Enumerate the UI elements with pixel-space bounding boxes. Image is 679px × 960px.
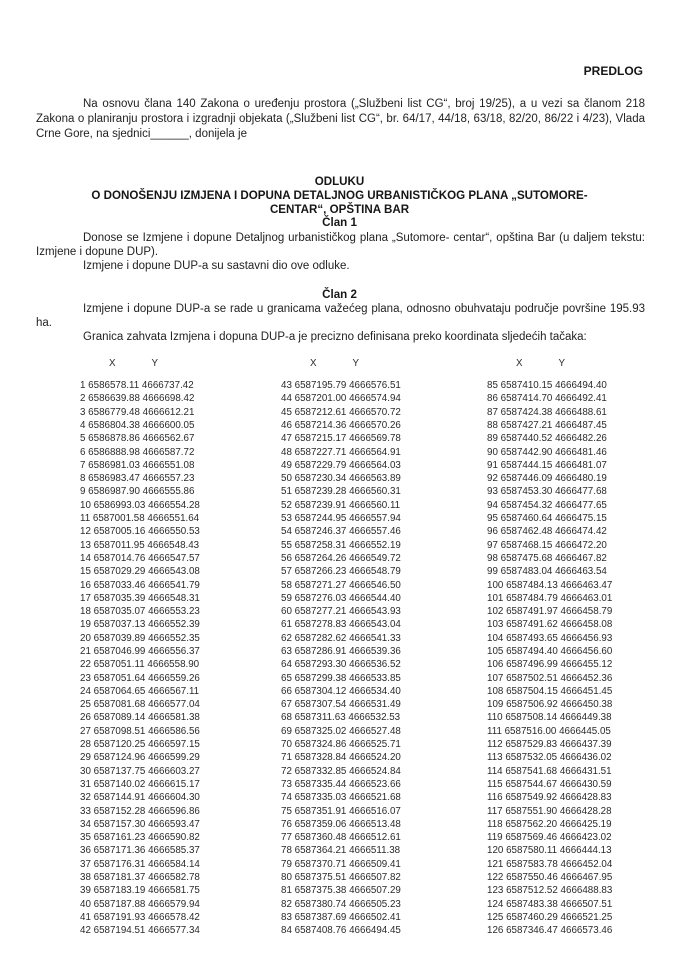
coord-row: 40 6587187.88 4666579.94 bbox=[80, 898, 200, 910]
coord-row: 60 6587277.21 4666543.93 bbox=[281, 606, 401, 618]
coord-row: 117 6587551.90 4666428.28 bbox=[487, 805, 612, 817]
coord-row: 2 6586639.88 4666698.42 bbox=[80, 393, 195, 405]
decree-subtitle-line2: CENTAR“, OPŠTINA BAR bbox=[269, 202, 410, 216]
coord-row: 47 6587215.17 4666569.78 bbox=[281, 433, 401, 445]
coord-row: 35 6587161.23 4666590.82 bbox=[80, 832, 200, 844]
coord-row: 30 6587137.75 4666603.27 bbox=[80, 765, 200, 777]
coord-row: 120 6587580.11 4666444.13 bbox=[487, 845, 612, 857]
coord-row: 71 6587328.84 4666524.20 bbox=[281, 752, 401, 764]
coord-row: 63 6587286.91 4666539.36 bbox=[281, 646, 401, 657]
coord-row: 33 6587152.28 4666596.86 bbox=[80, 805, 200, 817]
coord-row: 76 6587359.06 4666513.48 bbox=[281, 818, 401, 830]
coord-row: 57 6587266.23 4666548.79 bbox=[281, 566, 401, 578]
coord-row: 96 6587462.48 4666474.42 bbox=[487, 526, 607, 538]
coord-column bbox=[281, 357, 401, 938]
coord-row: 17 6587035.39 4666548.31 bbox=[80, 592, 200, 604]
coord-row: 10 6586993.03 4666554.28 bbox=[80, 499, 200, 511]
coord-row: 113 6587532.05 4666436.02 bbox=[487, 752, 612, 764]
coord-row: 78 6587364.21 4666511.38 bbox=[281, 845, 401, 857]
coord-row: 59 6587276.03 4666544.40 bbox=[281, 592, 401, 604]
coord-row: 114 6587541.68 4666431.51 bbox=[487, 765, 612, 777]
coord-column bbox=[80, 357, 200, 938]
coord-row: 39 6587183.19 4666581.75 bbox=[80, 885, 200, 897]
coord-row: 121 6587583.78 4666452.04 bbox=[487, 858, 613, 870]
coord-row: 54 6587246.37 4666557.46 bbox=[281, 526, 401, 538]
coord-row: 58 6587271.27 4666546.50 bbox=[281, 579, 401, 591]
coord-column-header bbox=[281, 357, 401, 370]
coord-row: 93 6587453.30 4666477.68 bbox=[487, 486, 607, 498]
coord-axis-label: Y bbox=[352, 357, 360, 369]
predlog-label: PREDLOG bbox=[583, 64, 643, 78]
coord-row: 19 6587037.13 4666552.39 bbox=[80, 619, 200, 631]
coord-row: 55 6587258.31 4666552.19 bbox=[281, 539, 401, 551]
coord-row: 41 6587191.93 4666578.42 bbox=[80, 911, 200, 923]
coord-row: 95 6587460.64 4666475.15 bbox=[487, 513, 607, 525]
coordinates-table bbox=[0, 357, 679, 957]
coord-row: 11 6587001.58 4666551.64 bbox=[80, 513, 200, 525]
coord-row: 88 6587427.21 4666487.45 bbox=[487, 419, 607, 431]
coord-row: 87 6587424.38 4666488.61 bbox=[487, 406, 607, 418]
coord-row: 108 6587504.15 4666451.45 bbox=[487, 685, 613, 697]
coord-row: 50 6587230.34 4666563.89 bbox=[281, 473, 401, 485]
coord-row: 84 6587408.76 4666494.45 bbox=[281, 925, 401, 937]
coord-row: 28 6587120.25 4666597.15 bbox=[80, 739, 200, 751]
coord-row: 1 6586578.11 4666737.42 bbox=[80, 380, 194, 392]
coord-row: 81 6587375.38 4666507.29 bbox=[281, 885, 401, 897]
coord-row: 74 6587335.03 4666521.68 bbox=[281, 792, 401, 804]
coord-row: 14 6587014.76 4666547.57 bbox=[80, 552, 200, 564]
coord-row: 98 6587475.68 4666467.82 bbox=[487, 552, 607, 564]
coord-row: 75 6587351.91 4666516.07 bbox=[281, 805, 401, 817]
coord-row: 70 6587324.86 4666525.71 bbox=[281, 739, 401, 751]
decree-subtitle-line1: O DONOŠENJU IZMJENA I DOPUNA DETALJNOG URBANISTIČKOG PLANA „SUTOMORE- bbox=[91, 188, 588, 202]
coord-row: 79 6587370.71 4666509.41 bbox=[281, 858, 401, 870]
coord-row: 68 6587311.63 4666532.53 bbox=[281, 712, 401, 724]
coord-row: 66 6587304.12 4666534.40 bbox=[281, 685, 401, 697]
coord-row: 126 6587346.47 4666573.46 bbox=[487, 925, 613, 937]
article-1-paragraph-1: Donose se Izmjene i dopune Detaljnog urbanističkog plana „Sutomore- centar“, opština Bar (u daljem tekstu: Izmjene i dopune DUP). bbox=[36, 232, 645, 258]
coord-row: 61 6587278.83 4666543.04 bbox=[281, 619, 401, 631]
coord-row: 119 6587569.46 4666423.02 bbox=[487, 832, 612, 844]
coord-row: 106 6587496.99 4666455.12 bbox=[487, 659, 613, 671]
coord-row: 44 6587201.00 4666574.94 bbox=[281, 393, 401, 405]
coord-row: 77 6587360.48 4666512.61 bbox=[281, 832, 401, 844]
coord-row: 86 6587414.70 4666492.41 bbox=[487, 393, 607, 405]
coord-axis-label: X bbox=[109, 357, 116, 369]
coord-row: 12 6587005.16 4666550.53 bbox=[80, 526, 200, 538]
coord-column-header bbox=[487, 357, 612, 370]
coord-row: 109 6587506.92 4666450.38 bbox=[487, 699, 613, 711]
coord-row: 73 6587335.44 4666523.66 bbox=[281, 778, 401, 790]
coord-row: 22 6587051.11 4666558.90 bbox=[80, 659, 200, 671]
coord-row: 34 6587157.30 4666593.47 bbox=[80, 818, 200, 830]
intro-paragraph: Na osnovu člana 140 Zakona o uređenju prostora („Službeni list CG“, broj 19/25), a u vezi sa članom 218 Zakona o planiranju prostora i izgradnji objekata („Službeni list CG“, br. 64/17, 44/18, 63/18, 82/20, 86/22 i 4/23), Vlada Crne Gore, na sjednici______, donijela je bbox=[36, 98, 645, 140]
coord-axis-label: X bbox=[516, 357, 523, 369]
coord-row: 72 6587332.85 4666524.84 bbox=[281, 765, 401, 777]
coord-row: 7 6586981.03 4666551.08 bbox=[80, 459, 195, 471]
coord-row: 37 6587176.31 4666584.14 bbox=[80, 858, 200, 870]
article-2-heading: Član 2 bbox=[322, 287, 357, 301]
coord-row: 92 6587446.09 4666480.19 bbox=[487, 473, 607, 485]
coord-row: 3 6586779.48 4666612.21 bbox=[80, 406, 195, 418]
coord-row: 27 6587098.51 4666586.56 bbox=[80, 725, 200, 737]
coord-row: 67 6587307.54 4666531.49 bbox=[281, 699, 401, 711]
coord-row: 20 6587039.89 4666552.35 bbox=[80, 632, 200, 644]
coord-row: 80 6587375.51 4666507.82 bbox=[281, 872, 401, 884]
coord-column bbox=[487, 357, 612, 938]
coord-row: 122 6587550.46 4666467.95 bbox=[487, 872, 613, 884]
coord-row: 89 6587440.52 4666482.26 bbox=[487, 433, 607, 445]
coord-row: 51 6587239.28 4666560.31 bbox=[281, 486, 401, 498]
coord-row: 36 6587171.36 4666585.37 bbox=[80, 845, 200, 857]
coord-row: 26 6587089.14 4666581.38 bbox=[80, 712, 200, 724]
coord-row: 65 6587299.38 4666533.85 bbox=[281, 672, 401, 684]
coord-row: 45 6587212.61 4666570.72 bbox=[281, 406, 401, 418]
coord-row: 29 6587124.96 4666599.29 bbox=[80, 752, 200, 764]
coord-row: 5 6586878.86 4666562.67 bbox=[80, 433, 195, 445]
coord-axis-label: Y bbox=[151, 357, 159, 369]
coord-row: 123 6587512.52 4666488.83 bbox=[487, 885, 613, 897]
coord-row: 43 6587195.79 4666576.51 bbox=[281, 380, 401, 392]
coord-row: 4 6586804.38 4666600.05 bbox=[80, 419, 195, 431]
coord-row: 83 6587387.69 4666502.41 bbox=[281, 911, 401, 923]
coord-row: 100 6587484.13 4666463.47 bbox=[487, 579, 613, 591]
coord-row: 103 6587491.62 4666458.08 bbox=[487, 619, 613, 631]
coord-row: 101 6587484.79 4666463.01 bbox=[487, 592, 613, 604]
coord-row: 116 6587549.92 4666428.83 bbox=[487, 792, 612, 804]
article-1-heading: Član 1 bbox=[322, 216, 357, 230]
article-2-paragraph-1: Izmjene i dopune DUP-a se rade u granicama važećeg plana, odnosno obuhvataju područje površine 195.93 ha. bbox=[36, 303, 645, 330]
coord-column-header bbox=[80, 357, 200, 370]
coord-row: 46 6587214.36 4666570.26 bbox=[281, 419, 401, 431]
coord-row: 91 6587444.15 4666481.07 bbox=[487, 459, 607, 471]
coord-row: 97 6587468.15 4666472.20 bbox=[487, 539, 607, 551]
coord-row: 105 6587494.40 4666456.60 bbox=[487, 646, 613, 657]
coord-row: 94 6587454.32 4666477.65 bbox=[487, 499, 607, 511]
coord-row: 16 6587033.46 4666541.79 bbox=[80, 579, 200, 591]
coord-row: 104 6587493.65 4666456.93 bbox=[487, 632, 613, 644]
coord-row: 124 6587483.38 4666507.51 bbox=[487, 898, 613, 910]
coord-row: 115 6587544.67 4666430.59 bbox=[487, 778, 612, 790]
coord-row: 107 6587502.51 4666452.36 bbox=[487, 672, 613, 684]
coord-row: 62 6587282.62 4666541.33 bbox=[281, 632, 401, 644]
coord-row: 102 6587491.97 4666458.79 bbox=[487, 606, 613, 618]
coord-row: 24 6587064.65 4666567.11 bbox=[80, 685, 200, 697]
coord-row: 111 6587516.00 4666445.05 bbox=[487, 725, 611, 737]
coord-row: 48 6587227.71 4666564.91 bbox=[281, 446, 401, 458]
decree-heading-block bbox=[0, 175, 679, 230]
coord-row: 8 6586983.47 4666557.23 bbox=[80, 473, 195, 485]
coord-row: 53 6587244.95 4666557.94 bbox=[281, 513, 401, 525]
article-1-paragraph-2: Izmjene i dopune DUP-a su sastavni dio ove odluke. bbox=[83, 259, 350, 272]
coord-row: 25 6587081.68 4666577.04 bbox=[80, 699, 200, 711]
coord-row: 13 6587011.95 4666548.43 bbox=[80, 539, 200, 551]
coord-row: 56 6587264.26 4666549.72 bbox=[281, 552, 401, 564]
coord-row: 18 6587035.07 4666553.23 bbox=[80, 606, 200, 618]
decree-title: ODLUKU bbox=[314, 175, 365, 188]
coord-row: 38 6587181.37 4666582.78 bbox=[80, 872, 200, 884]
coord-row: 6 6586888.98 4666587.72 bbox=[80, 446, 195, 458]
article-2-paragraph-2: Granica zahvata Izmjena i dopuna DUP-a je precizno definisana preko koordinata sljedećih tačaka: bbox=[83, 330, 587, 343]
coord-row: 90 6587442.90 4666481.46 bbox=[487, 446, 607, 458]
coord-row: 99 6587483.04 4666463.54 bbox=[487, 566, 607, 578]
coord-row: 52 6587239.91 4666560.11 bbox=[281, 499, 401, 511]
coord-row: 15 6587029.29 4666543.08 bbox=[80, 566, 200, 578]
coord-row: 125 6587460.29 4666521.25 bbox=[487, 911, 613, 923]
coord-row: 31 6587140.02 4666615.17 bbox=[80, 778, 200, 790]
coord-row: 64 6587293.30 4666536.52 bbox=[281, 659, 401, 671]
coord-row: 110 6587508.14 4666449.38 bbox=[487, 712, 612, 724]
coord-row: 118 6587562.20 4666425.19 bbox=[487, 818, 612, 830]
coord-row: 42 6587194.51 4666577.34 bbox=[80, 925, 200, 937]
coord-row: 32 6587144.91 4666604.30 bbox=[80, 792, 200, 804]
coord-axis-label: Y bbox=[558, 357, 566, 369]
coord-row: 112 6587529.83 4666437.39 bbox=[487, 739, 612, 751]
coord-row: 82 6587380.74 4666505.23 bbox=[281, 898, 401, 910]
coord-row: 23 6587051.64 4666559.26 bbox=[80, 672, 200, 684]
coord-row: 49 6587229.79 4666564.03 bbox=[281, 459, 401, 471]
coord-row: 9 6586987.90 4666555.86 bbox=[80, 486, 195, 498]
coord-row: 69 6587325.02 4666527.48 bbox=[281, 725, 401, 737]
coord-axis-label: X bbox=[310, 357, 317, 369]
coord-row: 85 6587410.15 4666494.40 bbox=[487, 380, 607, 392]
coord-row: 21 6587046.99 4666556.37 bbox=[80, 646, 200, 657]
